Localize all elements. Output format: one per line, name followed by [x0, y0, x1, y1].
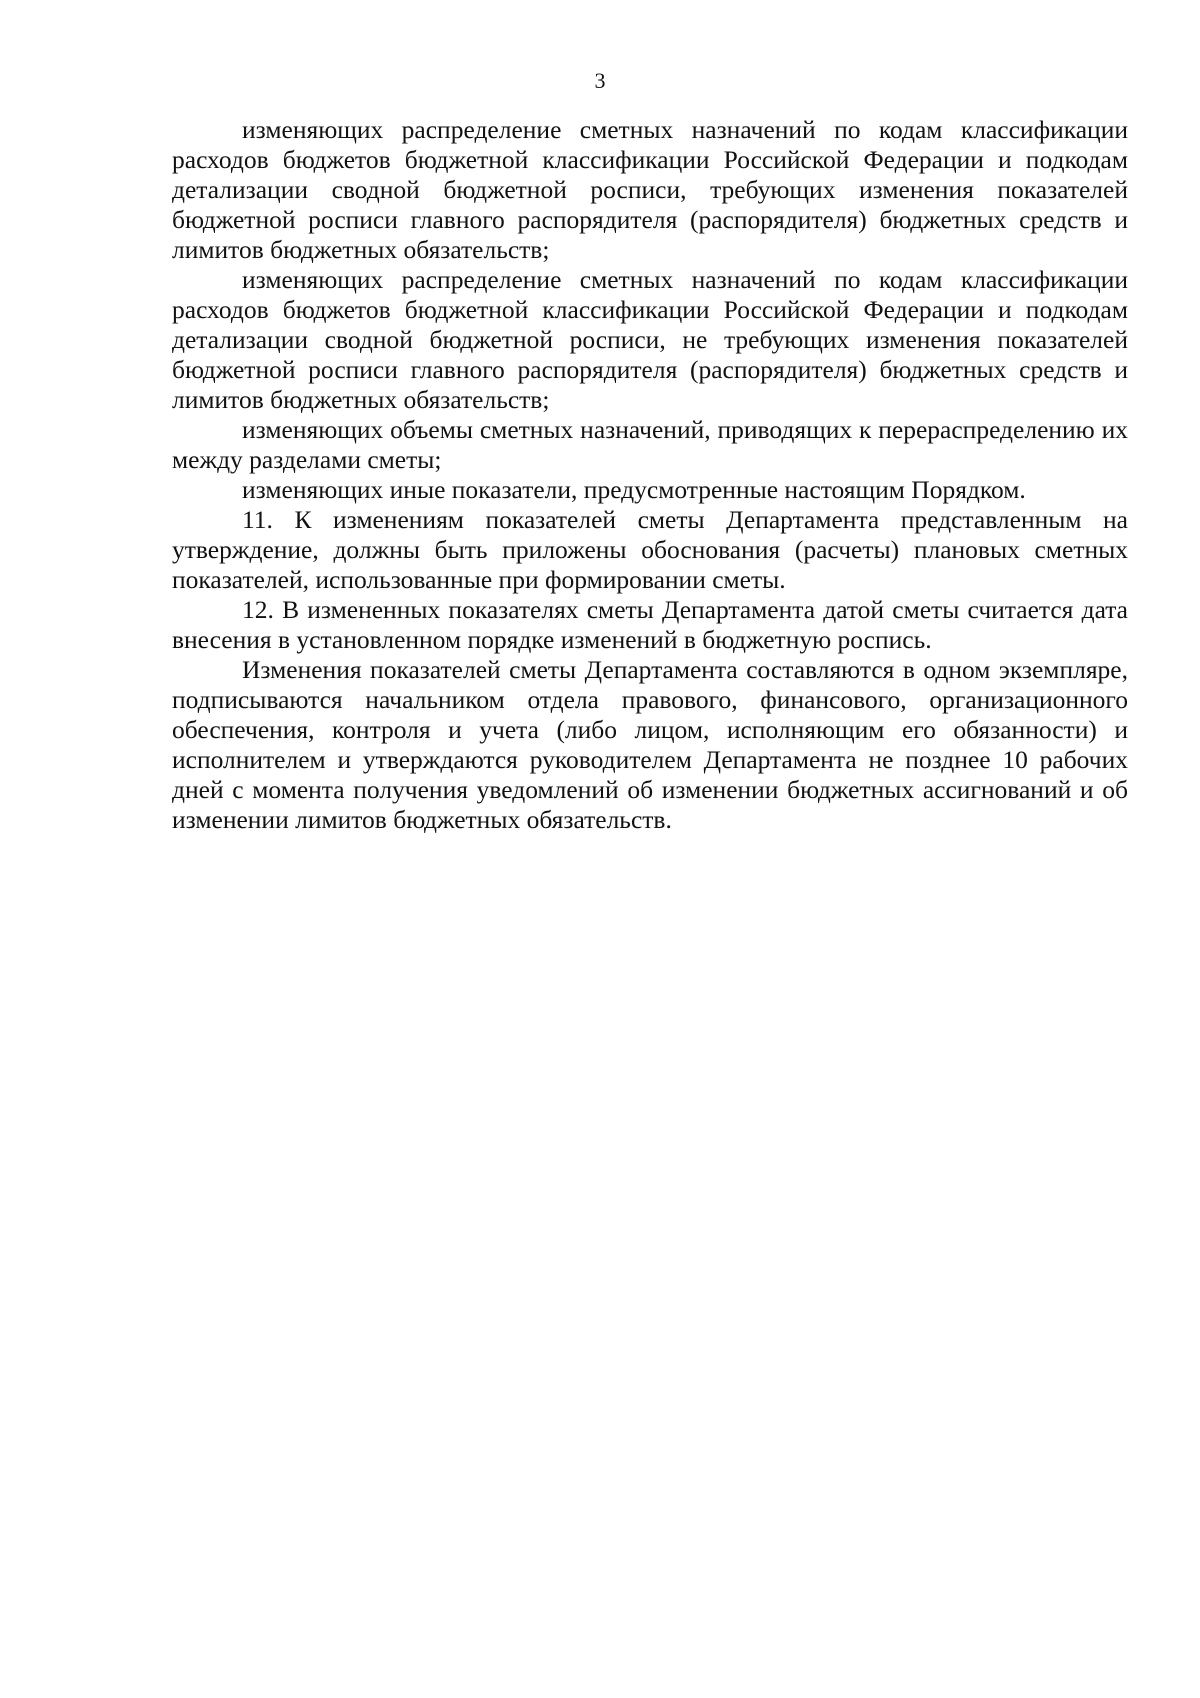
document-body: [172, 115, 1128, 835]
page-number: 3: [594, 68, 606, 93]
paragraph-list-item: изменяющих распределение сметных назначений по кодам классификации расходов бюджетов бюджетной классификации Российской Федерации и подкодам детализации сводной бюджетной росписи, требующих изменения показателей бюджетной росписи главного распорядителя (распорядителя) бюджетных средств и лимитов бюджетных обязательств;: [172, 115, 1128, 264]
paragraph-clause-12: 12. В измененных показателях сметы Департамента датой сметы считается дата внесения в установленном порядке изменений в бюджетную роспись.: [172, 595, 1128, 654]
paragraph-changes-approval: Изменения показателей сметы Департамента составляются в одном экземпляре, подписываются начальником отдела правового, финансового, организационного обеспечения, контроля и учета (либо лицом, исполняющим его обязанности) и исполнителем и утверждаются руководителем Департамента не позднее 10 рабочих дней с момента получения уведомлений об изменении бюджетных ассигнований и об изменении лимитов бюджетных обязательств.: [172, 655, 1128, 834]
paragraph-clause-11: 11. К изменениям показателей сметы Департамента представленным на утверждение, должны быть приложены обоснования (расчеты) плановых сметных показателей, использованные при формировании сметы.: [172, 505, 1128, 594]
paragraph-list-item: изменяющих объемы сметных назначений, приводящих к перераспределению их между разделами сметы;: [172, 415, 1128, 474]
paragraph-list-item: изменяющих распределение сметных назначений по кодам классификации расходов бюджетов бюджетной классификации Российской Федерации и подкодам детализации сводной бюджетной росписи, не требующих изменения показателей бюджетной росписи главного распорядителя (распорядителя) бюджетных средств и лимитов бюджетных обязательств;: [172, 265, 1128, 414]
paragraph-list-item: изменяющих иные показатели, предусмотренные настоящим Порядком.: [242, 475, 1026, 504]
